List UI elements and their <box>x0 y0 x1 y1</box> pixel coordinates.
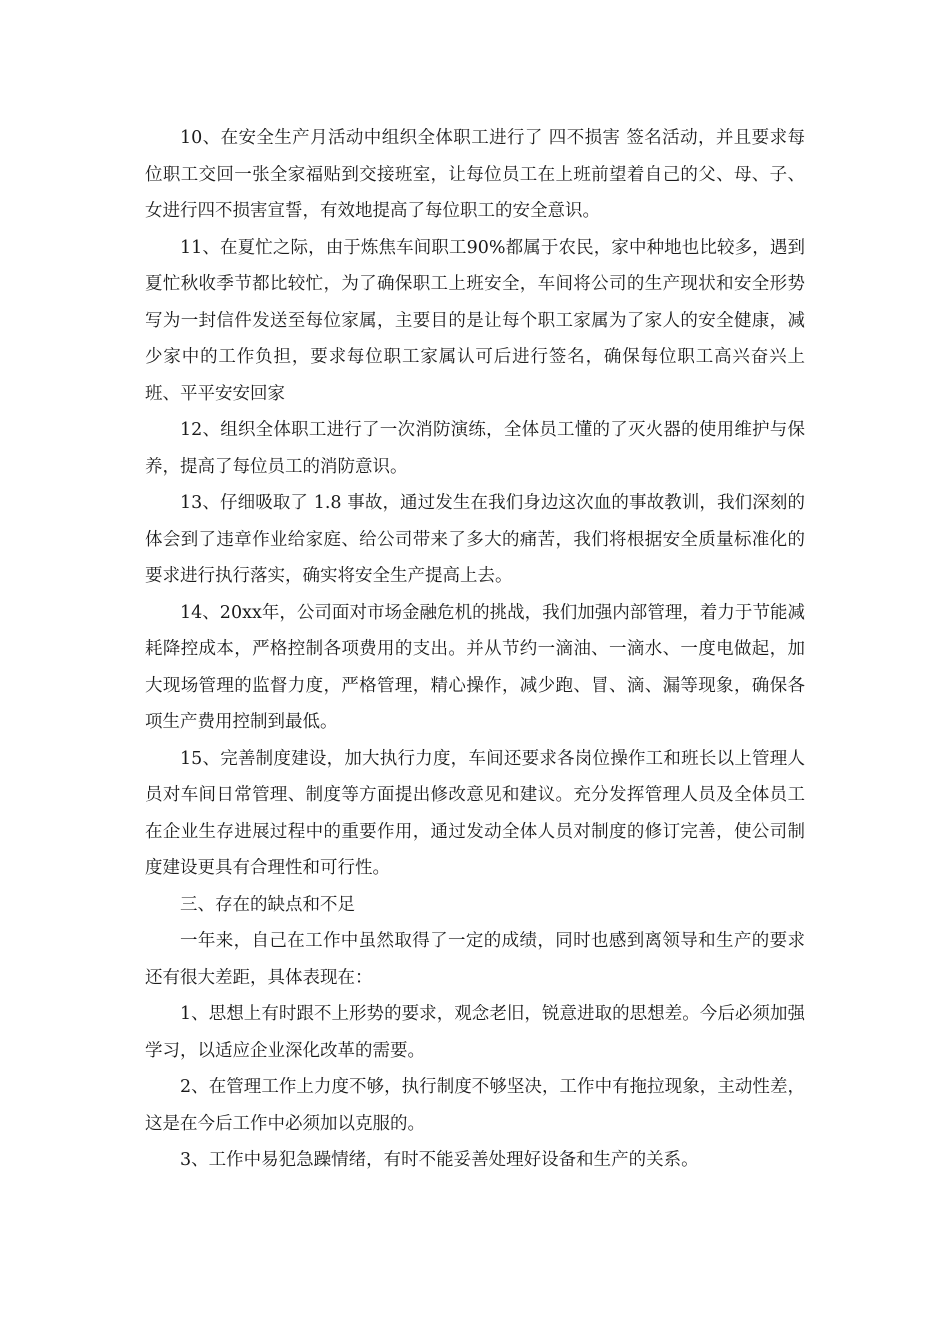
paragraph-item-10: 10、在安全生产月活动中组织全体职工进行了 四不损害 签名活动，并且要求每位职工交回一张全家福贴到交接班室，让每位员工在上班前望着自己的父、母、子、女进行四不损害宣誓，有效地提高了每位职工的安全意识。 <box>145 128 805 221</box>
paragraph-shortcoming-2: 2、在管理工作上力度不够，执行制度不够坚决，工作中有拖拉现象，主动性差，这是在今后工作中必须加以克服的。 <box>145 1077 805 1134</box>
paragraph-shortcoming-3: 3、工作中易犯急躁情绪，有时不能妥善处理好设备和生产的关系。 <box>180 1150 699 1170</box>
paragraph-item-15: 15、完善制度建设，加大执行力度，车间还要求各岗位操作工和班长以上管理人员对车间日常管理、制度等方面提出修改意见和建议。充分发挥管理人员及全体员工在企业生存进展过程中的重要作用，通过发动全体人员对制度的修订完善，使公司制度建设更具有合理性和可行性。 <box>145 748 805 878</box>
paragraph-item-12: 12、组织全体职工进行了一次消防演练，全体员工懂的了灭火器的使用维护与保养，提高了每位员工的消防意识。 <box>145 420 805 477</box>
section-heading-shortcomings: 三、存在的缺点和不足 <box>180 894 355 915</box>
paragraph-shortcoming-1: 1、思想上有时跟不上形势的要求，观念老旧，锐意进取的思想差。今后必须加强学习，以适应企业深化改革的需要。 <box>145 1004 805 1061</box>
paragraph-item-13: 13、仔细吸取了 1.8 事故，通过发生在我们身边这次血的事故教训，我们深刻的体会到了违章作业给家庭、给公司带来了多大的痛苦，我们将根据安全质量标准化的要求进行执行落实，确实将安全生产提高上去。 <box>145 493 805 586</box>
paragraph-item-11: 11、在夏忙之际，由于炼焦车间职工90%都属于农民，家中种地也比较多，遇到夏忙秋收季节都比较忙，为了确保职工上班安全，车间将公司的生产现状和安全形势写为一封信件发送至每位家属，主要目的是让每个职工家属为了家人的安全健康，减少家中的工作负担，要求每位职工家属认可后进行签名，确保每位职工高兴奋兴上班、平平安安回家 <box>145 237 805 404</box>
paragraph-intro: 一年来，自己在工作中虽然取得了一定的成绩，同时也感到离领导和生产的要求还有很大差距，具体表现在： <box>145 931 805 988</box>
paragraph-item-14: 14、20xx年，公司面对市场金融危机的挑战，我们加强内部管理，着力于节能减耗降控成本，严格控制各项费用的支出。并从节约一滴油、一滴水、一度电做起，加大现场管理的监督力度，严格管理，精心操作，减少跑、冒、滴、漏等现象，确保各项生产费用控制到最低。 <box>145 602 805 732</box>
document-page <box>145 120 805 1179</box>
